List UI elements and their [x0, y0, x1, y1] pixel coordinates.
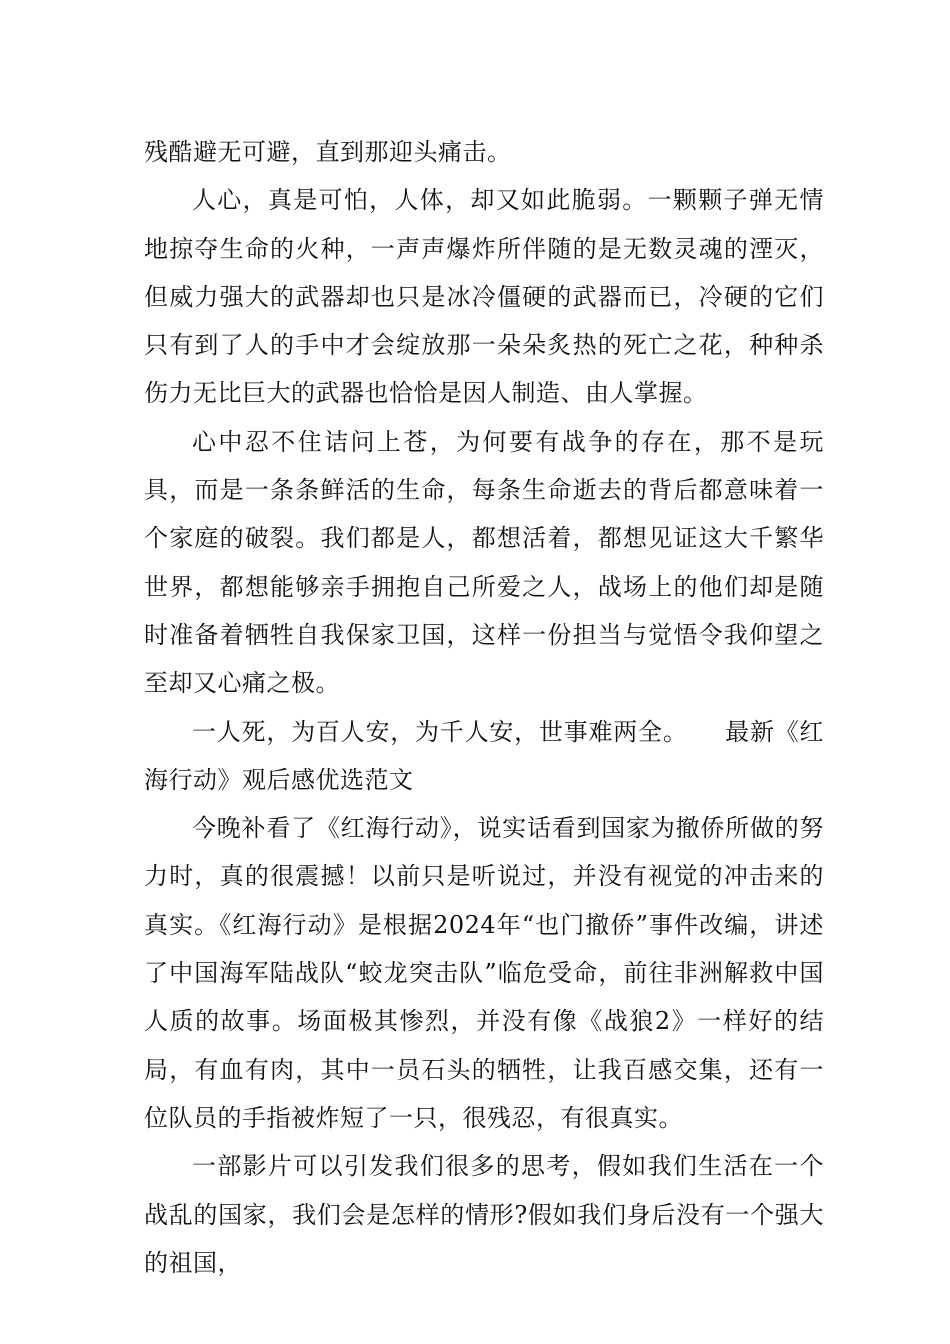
paragraph-6: 一部影片可以引发我们很多的思考，假如我们生活在一个战乱的国家，我们会是怎样的情形?假如我们身后没有一个强大的祖国， — [144, 1152, 824, 1277]
paragraph-1: 残酷避无可避，直到那迎头痛击。 — [144, 138, 512, 166]
paragraph-4: 一人死，为百人安，为千人安，世事难两全。 最新《红海行动》观后感优选范文 — [144, 717, 824, 794]
paragraph-5: 今晚补看了《红海行动》，说实话看到国家为撤侨所做的努力时，真的很震撼！以前只是听说过，并没有视觉的冲击来的真实。《红海行动》是根据2024年“也门撤侨”事件改编，讲述了中国海军陆战队“蛟龙突击队”临危受命，前往非洲解救中国人质的故事。场面极其惨烈，并没有像《战狼2》一样好的结局，有血有肉，其中一员石头的牺牲，让我百感交集，还有一位队员的手指被炸短了一只，很残忍，有很真实。 — [144, 814, 824, 1132]
paragraph-2: 人心，真是可怕，人体，却又如此脆弱。一颗颗子弹无情地掠夺生命的火种，一声声爆炸所伴随的是无数灵魂的湮灭，但威力强大的武器却也只是冰冷僵硬的武器而已，冷硬的它们只有到了人的手中才会绽放那一朵朵炙热的死亡之花，种种杀伤力无比巨大的武器也恰恰是因人制造、由人掌握。 — [144, 186, 824, 408]
paragraph-3: 心中忍不住诘问上苍，为何要有战争的存在，那不是玩具，而是一条条鲜活的生命，每条生命逝去的背后都意味着一个家庭的破裂。我们都是人，都想活着，都想见证这大千繁华世界，都想能够亲手拥抱自己所爱之人，战场上的他们却是随时准备着牺牲自我保家卫国，这样一份担当与觉悟令我仰望之至却又心痛之极。 — [144, 427, 824, 698]
document-body — [144, 128, 824, 1287]
